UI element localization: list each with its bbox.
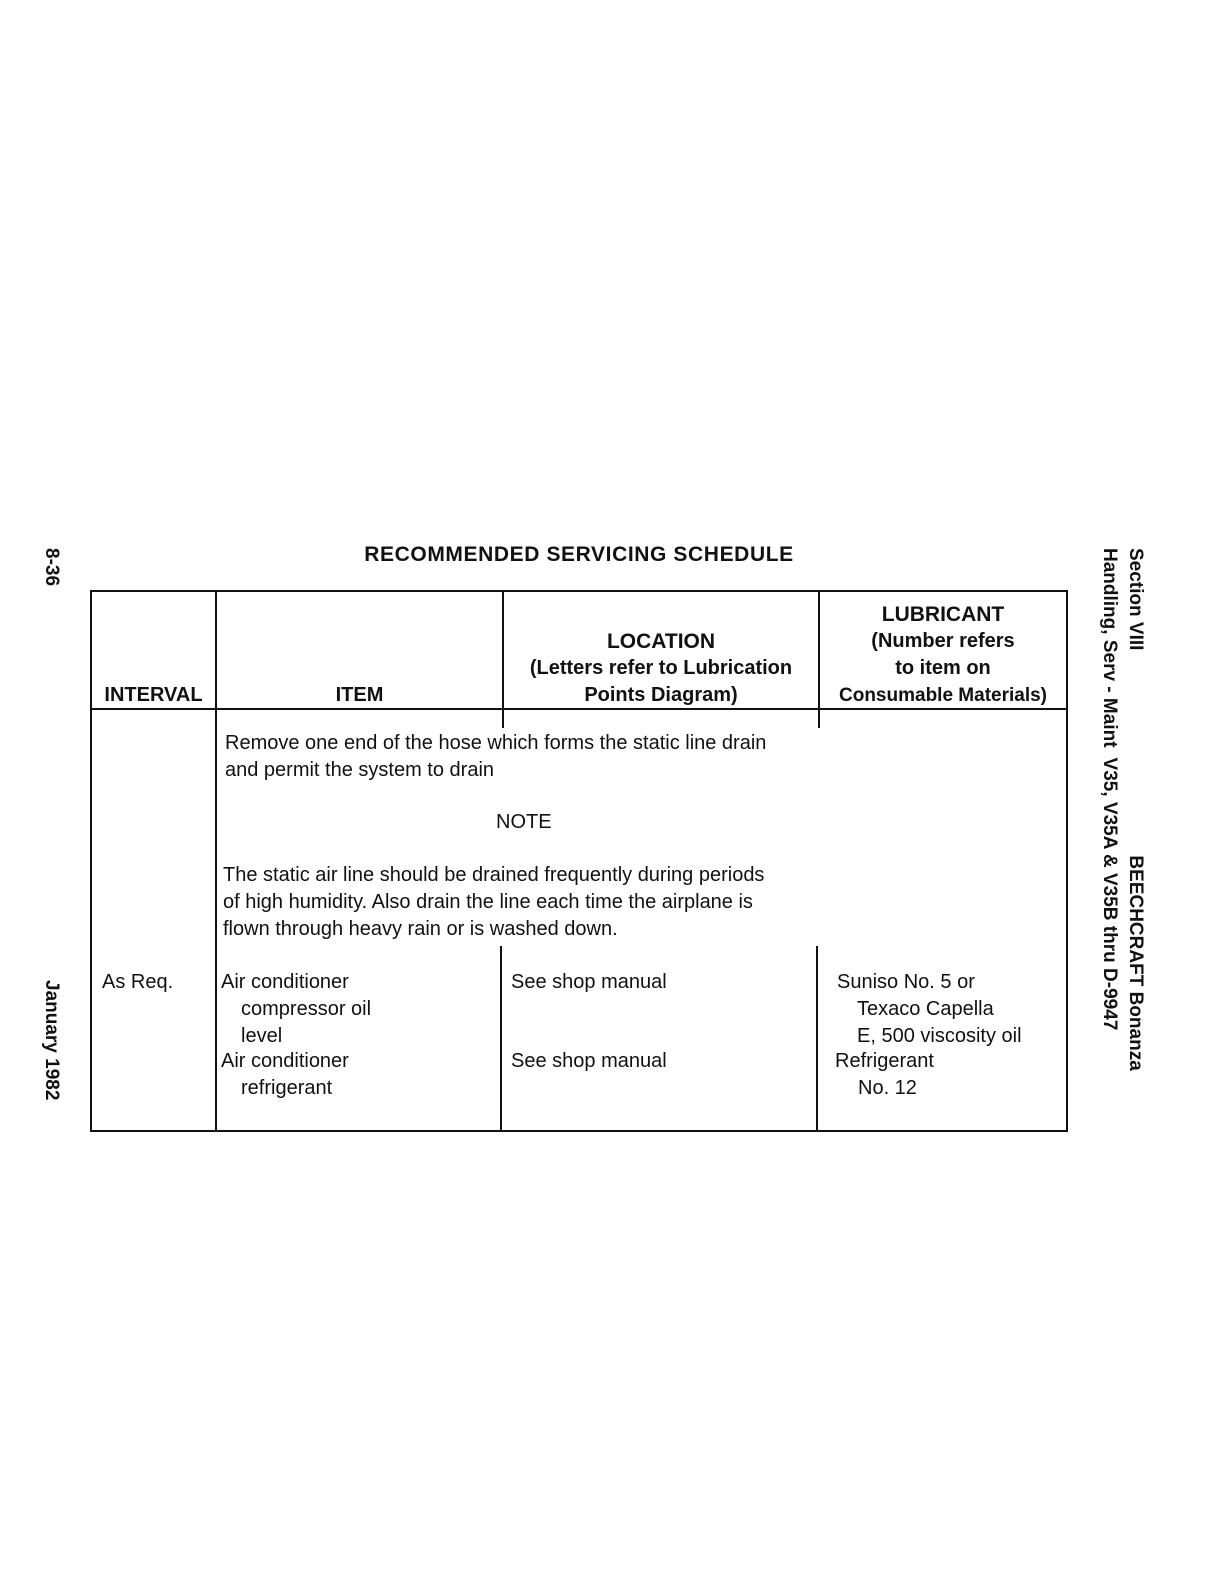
row-lubricant: Suniso No. 5 or Texaco Capella E, 500 viscosity oil bbox=[837, 971, 1022, 1047]
column-divider bbox=[816, 946, 818, 1132]
row-interval: As Req. bbox=[102, 971, 174, 993]
running-header bbox=[1096, 548, 1148, 1071]
section-label: Section VIIIBEECHCRAFT Bonanza bbox=[1125, 548, 1146, 1071]
header-lubricant-note: (Number refers bbox=[871, 630, 1015, 652]
header-location-note: Points Diagram) bbox=[584, 684, 738, 706]
header-location-note: (Letters refer to Lubrication bbox=[529, 657, 793, 679]
column-divider bbox=[215, 590, 217, 1132]
header-lubricant-note: Consumable Materials) bbox=[839, 685, 1047, 706]
page-date: January 1982 bbox=[41, 980, 62, 1101]
column-divider bbox=[500, 946, 502, 1132]
header-location-title: LOCATION bbox=[606, 630, 716, 653]
note-text: The static air line should be drained frequently during periods of high humidity. Also drain the line each time the airplane is flown through heavy rain or is washed down. bbox=[223, 864, 765, 940]
instruction-text: Remove one end of the hose which forms the static line drain and permit the system to drain bbox=[225, 732, 767, 781]
row-location: See shop manual bbox=[511, 1050, 667, 1072]
row-lubricant: Refrigerant No. 12 bbox=[835, 1050, 934, 1099]
header-lubricant-note: to item on bbox=[895, 657, 991, 679]
section-subtitle-line: Handling, Serv - MaintV35, V35A & V35B thru D-9947 bbox=[1099, 548, 1120, 1031]
header-lubricant bbox=[820, 601, 1066, 709]
manual-title: BEECHCRAFT Bonanza bbox=[1125, 855, 1146, 1071]
row-item: Air conditioner compressor oil level bbox=[221, 971, 372, 1047]
note-heading: NOTE bbox=[496, 811, 552, 833]
row-item: Air conditioner refrigerant bbox=[221, 1050, 349, 1099]
header-item: ITEM bbox=[335, 684, 384, 706]
page-number: 8-36 bbox=[41, 548, 62, 587]
model-range: V35, V35A & V35B thru D-9947 bbox=[1099, 757, 1120, 1031]
row-location: See shop manual bbox=[511, 971, 667, 993]
header-interval: INTERVAL bbox=[104, 684, 203, 706]
header-location bbox=[504, 628, 818, 709]
page-title: RECOMMENDED SERVICING SCHEDULE bbox=[364, 543, 794, 566]
header-lubricant-title: LUBRICANT bbox=[881, 603, 1005, 626]
